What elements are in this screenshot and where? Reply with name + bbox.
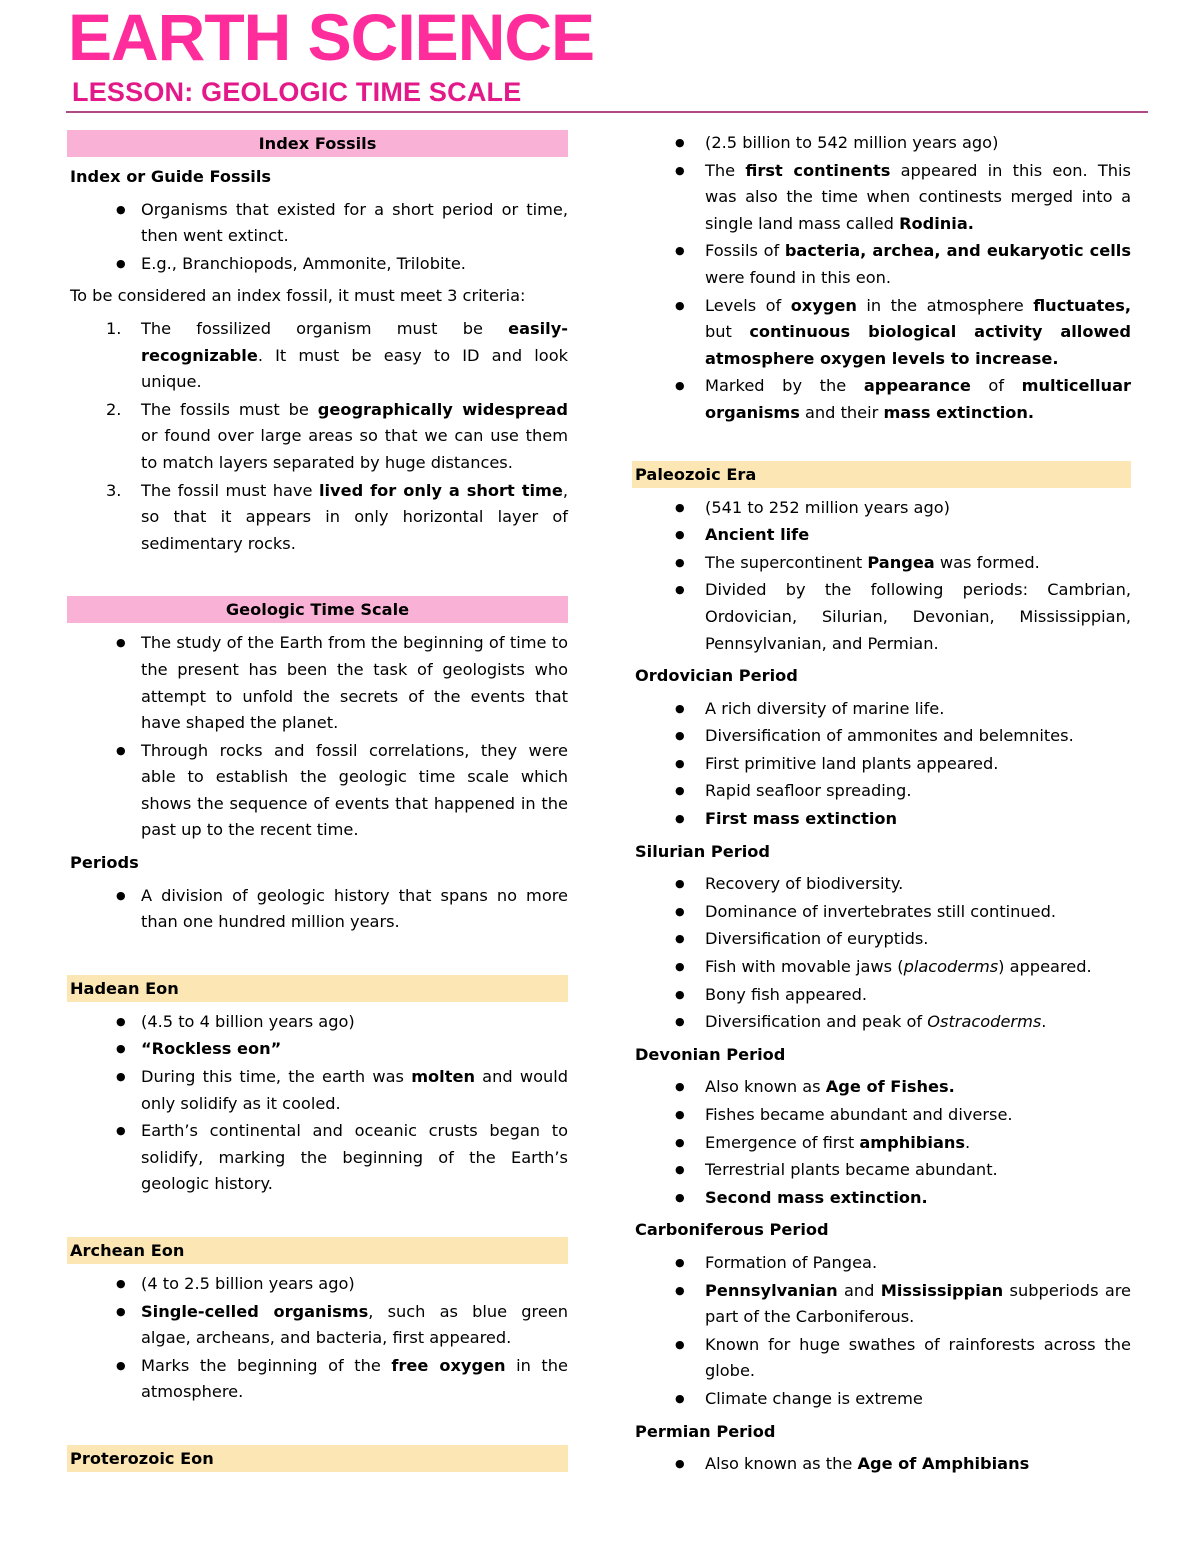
hadean-eon-heading: Hadean Eon	[67, 975, 568, 1002]
archean-list	[70, 1271, 568, 1406]
silurian-period-heading: Silurian Period	[635, 841, 770, 861]
devonian-list	[635, 1074, 1131, 1211]
list-item: ● Diversification of ammonites and belemnites.	[635, 723, 1131, 750]
carboniferous-list	[635, 1250, 1131, 1413]
list-item: ● “Rockless eon”	[70, 1036, 568, 1063]
left-column	[70, 130, 568, 1479]
list-item: ● Levels of oxygen in the atmosphere fluctuates, but continuous biological activity allowed atmosphere oxygen levels to increase.	[635, 293, 1131, 373]
list-item: ● Emergence of first amphibians.	[635, 1130, 1131, 1157]
list-item: ● First primitive land plants appeared.	[635, 751, 1131, 778]
list-item: ● Second mass extinction.	[635, 1185, 1131, 1212]
periods-subheading: Periods	[70, 853, 139, 873]
permian-period-heading: Permian Period	[635, 1421, 776, 1441]
list-item: ● Pennsylvanian and Mississippian subperiods are part of the Carboniferous.	[635, 1278, 1131, 1331]
list-item: ● A rich diversity of marine life.	[635, 696, 1131, 723]
lesson-subtitle: LESSON: GEOLOGIC TIME SCALE	[72, 77, 522, 107]
criteria-list	[70, 316, 568, 557]
silurian-list	[635, 871, 1131, 1036]
index-fossils-heading: Index Fossils	[67, 130, 568, 157]
index-guide-fossils-subheading: Index or Guide Fossils	[70, 167, 272, 186]
list-item: ● (2.5 billion to 542 million years ago)	[635, 130, 1131, 157]
list-item: 3. The fossil must have lived for only a short time, so that it appears in only horizontal layer of sedimentary rocks.	[106, 480, 568, 553]
list-item: ● Formation of Pangea.	[635, 1250, 1131, 1277]
periods-list	[70, 883, 568, 936]
list-item: ● Divided by the following periods: Cambrian, Ordovician, Silurian, Devonian, Mississippian, Pennsylvanian, and Permian.	[635, 577, 1131, 657]
header-divider	[66, 111, 1148, 113]
ordovician-list	[635, 696, 1131, 833]
hadean-list	[70, 1009, 568, 1198]
document-title: EARTH SCIENCE	[68, 0, 595, 74]
archean-eon-heading: Archean Eon	[67, 1237, 568, 1264]
geologic-time-scale-heading: Geologic Time Scale	[67, 596, 568, 623]
list-item: ● Also known as the Age of Amphibians	[635, 1451, 1131, 1478]
criteria-intro: To be considered an index fossil, it must meet 3 criteria:	[70, 286, 526, 306]
list-item: ● (4.5 to 4 billion years ago)	[70, 1009, 568, 1036]
index-fossils-list	[70, 197, 568, 278]
list-item: ● Fishes became abundant and diverse.	[635, 1102, 1131, 1129]
list-item: ● Recovery of biodiversity.	[635, 871, 1131, 898]
list-item: ● Marked by the appearance of multicelluar organisms and their mass extinction.	[635, 373, 1131, 426]
list-item: ● Also known as Age of Fishes.	[635, 1074, 1131, 1101]
list-item: ● Earth’s continental and oceanic crusts began to solidify, marking the beginning of the Earth’s geologic history.	[70, 1118, 568, 1198]
list-item: ● The study of the Earth from the beginning of time to the present has been the task of geologists who attempt to unfold the secrets of the events that have shaped the planet.	[70, 630, 568, 736]
ordovician-period-heading: Ordovician Period	[635, 666, 798, 686]
list-item: ● The supercontinent Pangea was formed.	[635, 550, 1131, 577]
list-item: ● Organisms that existed for a short period or time, then went extinct.	[70, 197, 568, 250]
list-item: ● Fossils of bacteria, archea, and eukaryotic cells were found in this eon.	[635, 238, 1131, 291]
geologic-time-scale-list	[70, 630, 568, 844]
list-item: ● First mass extinction	[635, 806, 1131, 833]
list-item: 1. The fossilized organism must be easily-recognizable. It must be easy to ID and look unique.	[106, 318, 568, 392]
proterozoic-eon-heading: Proterozoic Eon	[67, 1445, 568, 1472]
permian-list	[635, 1451, 1131, 1478]
list-item: ● Fish with movable jaws (placoderms) appeared.	[635, 954, 1131, 981]
carboniferous-period-heading: Carboniferous Period	[635, 1220, 829, 1240]
list-item: ● The first continents appeared in this eon. This was also the time when continests merged into a single land mass called Rodinia.	[635, 158, 1131, 238]
list-item: ● Climate change is extreme	[635, 1386, 1131, 1413]
list-item: ● Through rocks and fossil correlations, they were able to establish the geologic time scale which shows the sequence of events that happened in the past up to the recent time.	[70, 738, 568, 844]
list-item: ● A division of geologic history that spans no more than one hundred million years.	[70, 883, 568, 936]
list-item: 2. The fossils must be geographically widespread or found over large areas so that we can use them to match layers separated by huge distances.	[106, 399, 568, 472]
list-item: ● Diversification and peak of Ostracoderms.	[635, 1009, 1131, 1036]
paleozoic-list	[635, 495, 1131, 658]
list-item: ● Marks the beginning of the free oxygen in the atmosphere.	[70, 1353, 568, 1406]
devonian-period-heading: Devonian Period	[635, 1044, 786, 1064]
list-item: ● (541 to 252 million years ago)	[635, 495, 1131, 522]
paleozoic-era-heading: Paleozoic Era	[632, 461, 1131, 488]
list-item: ● Rapid seafloor spreading.	[635, 778, 1131, 805]
list-item: ● Ancient life	[635, 522, 1131, 549]
list-item: ● Terrestrial plants became abundant.	[635, 1157, 1131, 1184]
list-item: ● E.g., Branchiopods, Ammonite, Trilobite.	[70, 251, 568, 278]
list-item: ● Dominance of invertebrates still continued.	[635, 899, 1131, 926]
proterozoic-list	[635, 130, 1131, 427]
list-item: ● Single-celled organisms, such as blue green algae, archeans, and bacteria, first appeared.	[70, 1299, 568, 1352]
right-column	[635, 130, 1131, 1484]
list-item: ● Diversification of euryptids.	[635, 926, 1131, 953]
list-item: ● Known for huge swathes of rainforests across the globe.	[635, 1332, 1131, 1385]
list-item: ● (4 to 2.5 billion years ago)	[70, 1271, 568, 1298]
list-item: ● Bony fish appeared.	[635, 982, 1131, 1009]
list-item: ● During this time, the earth was molten and would only solidify as it cooled.	[70, 1064, 568, 1117]
